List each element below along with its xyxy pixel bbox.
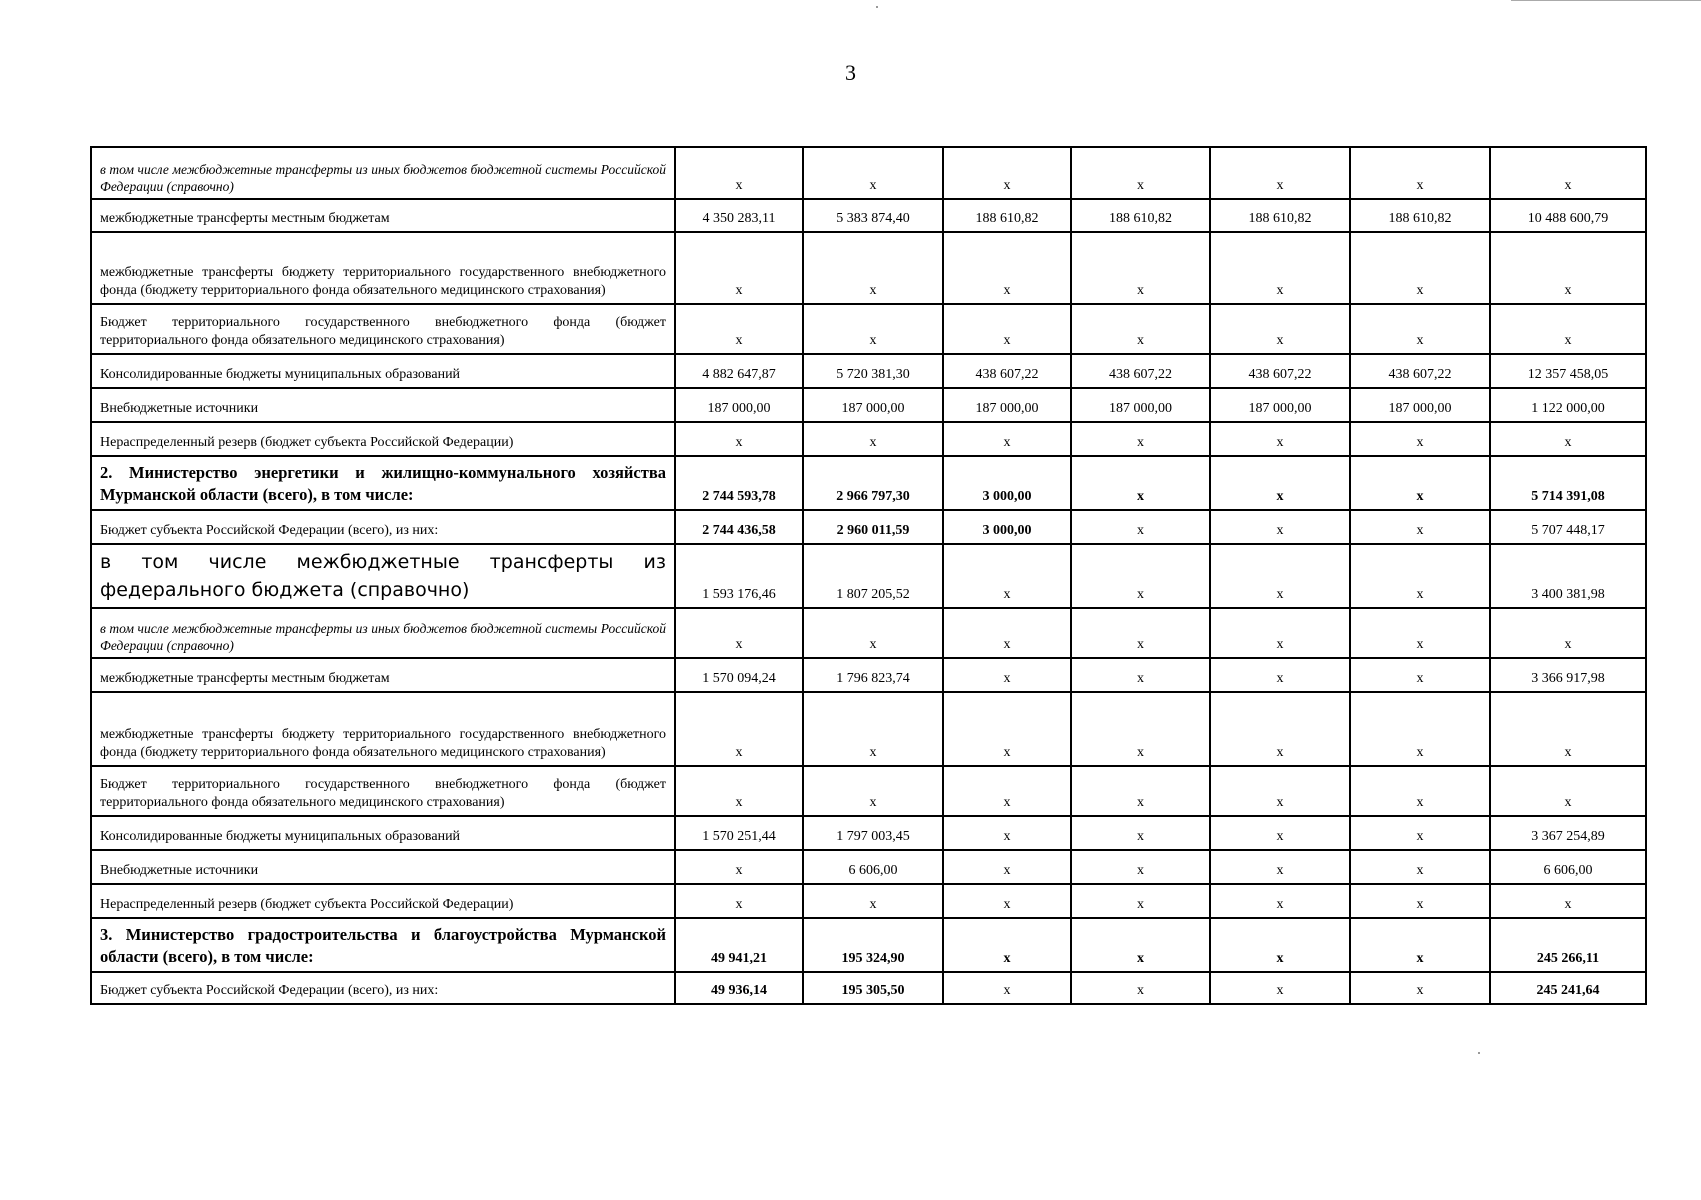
row-value: х (675, 608, 803, 658)
row-value: 187 000,00 (1071, 388, 1210, 422)
row-value: х (1350, 972, 1490, 1004)
row-value: 2 744 436,58 (675, 510, 803, 544)
page-number: 3 (845, 60, 856, 85)
row-value: 2 960 011,59 (803, 510, 943, 544)
row-label: в том числе межбюджетные трансферты из иных бюджетов бюджетной системы Российской Федерации (справочно) (91, 147, 675, 199)
budget-table-body (91, 147, 1646, 1004)
row-value: х (1490, 232, 1646, 304)
table-row (91, 232, 1646, 304)
row-value: х (1071, 884, 1210, 918)
row-value: х (675, 422, 803, 456)
row-value: х (675, 232, 803, 304)
row-value: 3 000,00 (943, 510, 1071, 544)
row-value: х (803, 147, 943, 199)
row-value: 195 305,50 (803, 972, 943, 1004)
table-row (91, 884, 1646, 918)
row-label: межбюджетные трансферты местным бюджетам (91, 658, 675, 692)
row-label: Бюджет территориального государственного внебюджетного фонда (бюджет территориального фонда обязательного медицинского страхования) (91, 766, 675, 816)
row-value: 195 324,90 (803, 918, 943, 972)
row-label: в том числе межбюджетные трансферты из иных бюджетов бюджетной системы Российской Федерации (справочно) (91, 608, 675, 658)
row-value: х (1490, 608, 1646, 658)
row-value: 6 606,00 (1490, 850, 1646, 884)
row-label: Внебюджетные источники (91, 388, 675, 422)
row-value: х (1350, 766, 1490, 816)
row-value: х (1350, 692, 1490, 766)
row-value: х (803, 766, 943, 816)
row-value: 438 607,22 (1350, 354, 1490, 388)
row-value: х (1210, 544, 1350, 608)
row-value: 3 000,00 (943, 456, 1071, 510)
row-value: х (1071, 510, 1210, 544)
row-value: х (803, 884, 943, 918)
row-value: х (675, 147, 803, 199)
row-label: Нераспределенный резерв (бюджет субъекта Российской Федерации) (91, 884, 675, 918)
row-value: х (1071, 658, 1210, 692)
row-value: х (1071, 766, 1210, 816)
row-value: 3 366 917,98 (1490, 658, 1646, 692)
row-value: 187 000,00 (1210, 388, 1350, 422)
row-value: 438 607,22 (1071, 354, 1210, 388)
row-value: х (675, 884, 803, 918)
row-value: х (943, 608, 1071, 658)
table-row (91, 422, 1646, 456)
row-value: х (943, 816, 1071, 850)
row-value: х (675, 692, 803, 766)
row-value: х (943, 147, 1071, 199)
table-row (91, 608, 1646, 658)
budget-table (90, 146, 1647, 1005)
row-value: 438 607,22 (1210, 354, 1350, 388)
row-value: х (675, 766, 803, 816)
row-value: 10 488 600,79 (1490, 199, 1646, 232)
row-value: х (943, 422, 1071, 456)
row-value: 2 966 797,30 (803, 456, 943, 510)
row-value: 188 610,82 (1210, 199, 1350, 232)
row-value: х (675, 304, 803, 354)
row-value: х (1071, 918, 1210, 972)
row-label: Внебюджетные источники (91, 850, 675, 884)
row-value: 4 350 283,11 (675, 199, 803, 232)
row-label: в том числе межбюджетные трансферты из федерального бюджета (справочно) (91, 544, 675, 608)
row-value: х (1071, 692, 1210, 766)
row-value: х (803, 608, 943, 658)
table-row (91, 199, 1646, 232)
table-row (91, 456, 1646, 510)
table-row (91, 544, 1646, 608)
row-label: Консолидированные бюджеты муниципальных образований (91, 816, 675, 850)
row-value: х (1071, 608, 1210, 658)
row-value: х (943, 544, 1071, 608)
table-row (91, 692, 1646, 766)
row-value: 3 400 381,98 (1490, 544, 1646, 608)
row-value: х (1350, 608, 1490, 658)
row-value: 49 936,14 (675, 972, 803, 1004)
row-value: х (943, 232, 1071, 304)
row-value: х (1210, 884, 1350, 918)
table-row (91, 354, 1646, 388)
row-value: х (1210, 658, 1350, 692)
row-value: х (1490, 422, 1646, 456)
table-row (91, 658, 1646, 692)
row-value: х (1210, 850, 1350, 884)
row-value: 245 241,64 (1490, 972, 1646, 1004)
row-value: 1 122 000,00 (1490, 388, 1646, 422)
table-row (91, 304, 1646, 354)
row-value: 187 000,00 (943, 388, 1071, 422)
row-value: х (1071, 232, 1210, 304)
row-value: х (1210, 304, 1350, 354)
row-value: х (1071, 422, 1210, 456)
row-value: х (1350, 422, 1490, 456)
row-value: 1 807 205,52 (803, 544, 943, 608)
row-value: х (1490, 692, 1646, 766)
row-value: х (803, 232, 943, 304)
row-value: х (1350, 850, 1490, 884)
row-value: х (943, 918, 1071, 972)
row-value: х (1210, 972, 1350, 1004)
row-value: х (1210, 692, 1350, 766)
row-value: 5 707 448,17 (1490, 510, 1646, 544)
row-value: х (803, 692, 943, 766)
row-value: 188 610,82 (1350, 199, 1490, 232)
row-label: 3. Министерство градостроительства и благоустройства Мурманской области (всего), в том числе: (91, 918, 675, 972)
row-value: х (1071, 544, 1210, 608)
row-value: 12 357 458,05 (1490, 354, 1646, 388)
row-value: 188 610,82 (1071, 199, 1210, 232)
row-value: х (1071, 850, 1210, 884)
row-value: 2 744 593,78 (675, 456, 803, 510)
table-row (91, 510, 1646, 544)
row-value: х (943, 304, 1071, 354)
row-value: х (943, 972, 1071, 1004)
row-value: 5 383 874,40 (803, 199, 943, 232)
row-value: х (1210, 608, 1350, 658)
row-value: х (1350, 456, 1490, 510)
row-value: 1 570 094,24 (675, 658, 803, 692)
row-value: 1 593 176,46 (675, 544, 803, 608)
row-value: х (1210, 510, 1350, 544)
row-value: х (1210, 456, 1350, 510)
row-value: 188 610,82 (943, 199, 1071, 232)
row-value: 1 796 823,74 (803, 658, 943, 692)
row-value: х (1350, 147, 1490, 199)
row-value: 1 570 251,44 (675, 816, 803, 850)
row-label: 2. Министерство энергетики и жилищно-коммунального хозяйства Мурманской области (всего), в том числе: (91, 456, 675, 510)
row-value: х (803, 304, 943, 354)
row-value: 6 606,00 (803, 850, 943, 884)
row-value: х (1350, 884, 1490, 918)
row-value: 187 000,00 (1350, 388, 1490, 422)
row-value: х (1350, 304, 1490, 354)
row-value: х (1490, 147, 1646, 199)
row-value: х (1071, 456, 1210, 510)
row-value: х (1490, 884, 1646, 918)
row-value: 1 797 003,45 (803, 816, 943, 850)
row-value: 245 266,11 (1490, 918, 1646, 972)
scan-artifact-dot (876, 6, 878, 8)
row-value: х (1350, 918, 1490, 972)
row-label: межбюджетные трансферты местным бюджетам (91, 199, 675, 232)
row-value: х (803, 422, 943, 456)
table-row (91, 816, 1646, 850)
row-value: х (1350, 544, 1490, 608)
row-value: х (943, 692, 1071, 766)
row-value: 187 000,00 (803, 388, 943, 422)
row-value: х (1210, 422, 1350, 456)
table-row (91, 147, 1646, 199)
row-value: х (1210, 232, 1350, 304)
row-label: Бюджет субъекта Российской Федерации (всего), из них: (91, 972, 675, 1004)
row-value: х (1350, 816, 1490, 850)
row-value: х (943, 884, 1071, 918)
row-value: 5 714 391,08 (1490, 456, 1646, 510)
table-row (91, 918, 1646, 972)
row-label: Консолидированные бюджеты муниципальных образований (91, 354, 675, 388)
table-row (91, 850, 1646, 884)
row-value: х (1490, 766, 1646, 816)
row-value: 5 720 381,30 (803, 354, 943, 388)
row-value: х (1210, 918, 1350, 972)
row-value: 187 000,00 (675, 388, 803, 422)
row-label: Бюджет субъекта Российской Федерации (всего), из них: (91, 510, 675, 544)
row-value: 438 607,22 (943, 354, 1071, 388)
table-row (91, 766, 1646, 816)
row-value: 49 941,21 (675, 918, 803, 972)
row-value: х (1210, 147, 1350, 199)
row-label: Бюджет территориального государственного внебюджетного фонда (бюджет территориального фонда обязательного медицинского страхования) (91, 304, 675, 354)
row-value: х (1350, 232, 1490, 304)
row-value: х (1071, 816, 1210, 850)
row-label: межбюджетные трансферты бюджету территориального государственного внебюджетного фонда (бюджету территориального фонда обязательного медицинского страхования) (91, 232, 675, 304)
row-value: х (1490, 304, 1646, 354)
row-value: х (1210, 816, 1350, 850)
row-value: х (1350, 510, 1490, 544)
row-value: 3 367 254,89 (1490, 816, 1646, 850)
row-label: Нераспределенный резерв (бюджет субъекта Российской Федерации) (91, 422, 675, 456)
table-row (91, 388, 1646, 422)
row-label: межбюджетные трансферты бюджету территориального государственного внебюджетного фонда (бюджету территориального фонда обязательного медицинского страхования) (91, 692, 675, 766)
table-row (91, 972, 1646, 1004)
row-value: х (1210, 766, 1350, 816)
row-value: х (943, 766, 1071, 816)
row-value: х (943, 658, 1071, 692)
row-value: х (1071, 147, 1210, 199)
row-value: х (1350, 658, 1490, 692)
scan-artifact-dot (1478, 1052, 1480, 1054)
scan-artifact-line (1511, 0, 1701, 3)
row-value: 4 882 647,87 (675, 354, 803, 388)
row-value: х (1071, 304, 1210, 354)
row-value: х (675, 850, 803, 884)
row-value: х (943, 850, 1071, 884)
row-value: х (1071, 972, 1210, 1004)
